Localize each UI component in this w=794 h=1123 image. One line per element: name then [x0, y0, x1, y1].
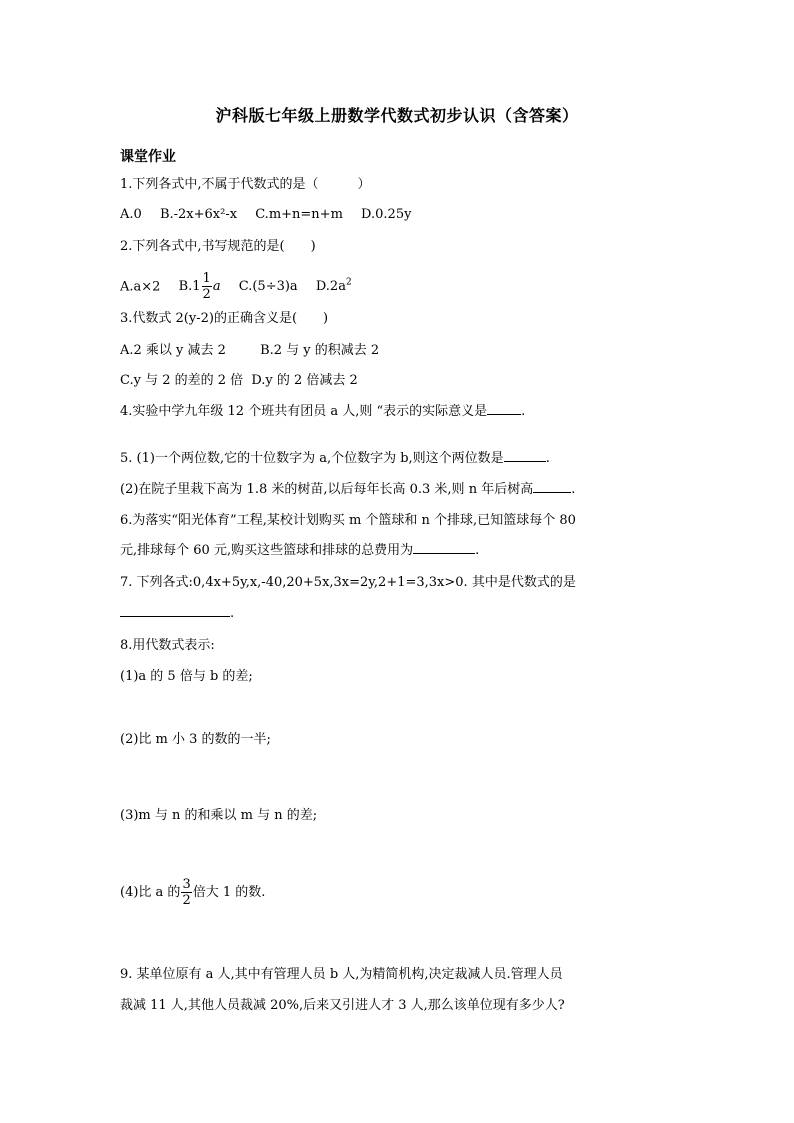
q3-options-row1: [120, 341, 379, 361]
q1-option-d: D.0.25y: [361, 207, 412, 222]
q6-line1: 6.为落实“阳光体育”工程,某校计划购买 m 个篮球和 n 个排球,已知篮球每个 80: [120, 513, 576, 528]
q1-options: [120, 205, 411, 225]
q1-option-c: C.m+n=n+m: [255, 207, 343, 222]
q1-stem: 1.下列各式中,不属于代数式的是（ ）: [120, 177, 371, 192]
q5-part1: 5. (1)一个两位数,它的十位数字为 a,个位数字为 b,则这个两位数是 .: [120, 451, 550, 466]
answer-blank: [120, 604, 230, 617]
q8-part3: (3)m 与 n 的和乘以 m 与 n 的差;: [120, 808, 318, 823]
q3-option-a: A.2 乘以 y 减去 2: [120, 343, 226, 358]
q3-option-d: D.y 的 2 倍减去 2: [251, 373, 358, 388]
answer-blank: [413, 541, 475, 554]
answer-blank: [487, 402, 521, 415]
q3-option-c: C.y 与 2 的差的 2 倍: [120, 373, 244, 388]
fraction: $\frac{3}{2}$: [182, 877, 191, 908]
q8-stem: 8.用代数式表示:: [120, 638, 215, 653]
q1-option-b: B.-2x+6x²-x: [159, 207, 238, 222]
q4-text: 4.实验中学九年级 12 个班共有团员 a 人,则 “表示的实际意义是 .: [120, 404, 526, 419]
q3-stem: 3.代数式 2(y-2)的正确含义是( ): [120, 311, 329, 326]
answer-blank: [533, 480, 571, 493]
q3-option-b: B.2 与 y 的积减去 2: [260, 343, 380, 358]
q2-option-c: C.(5÷3)a: [238, 279, 298, 295]
q2-options: [120, 267, 352, 303]
q3-options-row2: [120, 371, 358, 391]
section-heading: 课堂作业: [120, 149, 176, 165]
q9-line1: 9. 某单位原有 a 人,其中有管理人员 b 人,为精简机构,决定裁减人员.管理人员: [120, 967, 563, 982]
q8-part1: (1)a 的 5 倍与 b 的差;: [120, 669, 253, 684]
q8-part2: (2)比 m 小 3 的数的一半;: [120, 732, 271, 747]
q1-option-a: A.0: [120, 207, 142, 222]
q2-option-a: A.a×2: [120, 279, 161, 295]
q5-part2: (2)在院子里栽下高为 1.8 米的树苗,以后每年长高 0.3 米,则 n 年后树高 .: [120, 482, 576, 497]
q7-line1: 7. 下列各式:0,4x+5y,x,-40,20+5x,3x=2y,2+1=3,3x>0. 其中是代数式的是: [120, 575, 576, 590]
answer-blank: [504, 449, 546, 462]
q9-line2: 裁减 11 人,其他人员裁减 20%,后来又引进人才 3 人,那么该单位现有多少人?: [120, 998, 565, 1013]
q2-stem: 2.下列各式中,书写规范的是( ): [120, 239, 316, 254]
document-title: 沪科版七年级上册数学代数式初步认识（含答案）: [215, 106, 579, 125]
q2-option-d: $D.2a^2$: [315, 278, 352, 295]
q6-line2: 元,排球每个 60 元,购买这些篮球和排球的总费用为 .: [120, 543, 480, 558]
q2-option-b: B.1 $\frac{1}{2}$ a: [178, 271, 221, 303]
q8-part4: (4)比 a 的 $\frac{3}{2}$ 倍大 1 的数.: [120, 877, 266, 908]
mixed-fraction: $\frac{1}{2}$: [202, 271, 211, 303]
q7-line2: .: [120, 604, 234, 624]
